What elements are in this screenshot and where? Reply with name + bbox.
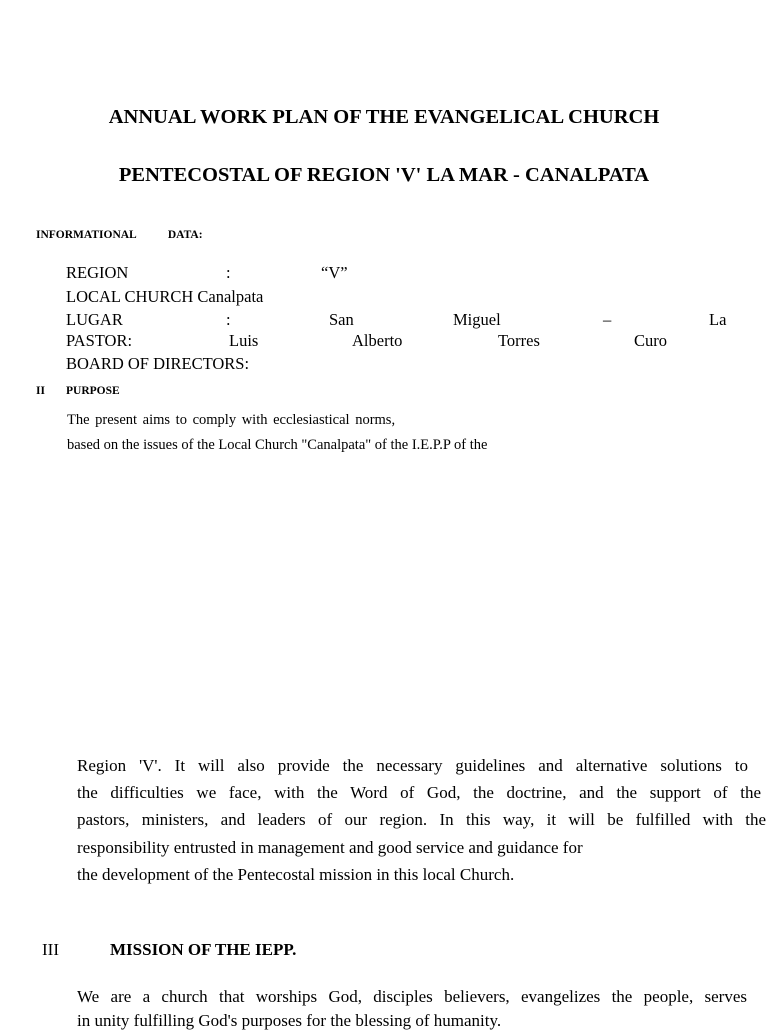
region-colon: :	[226, 263, 231, 282]
region-label: REGION	[66, 263, 129, 282]
mission-number: III	[42, 940, 59, 959]
continuation-line-2: the difficulties we face, with the Word of God, the doctrine, and the support of the	[77, 783, 761, 802]
lugar-word-la: La	[709, 310, 727, 329]
purpose-line-1: The present aims to comply with ecclesiastical norms,	[67, 412, 396, 428]
continuation-line-1: Region 'V'. It will also provide the necessary guidelines and alternative solutions to	[77, 756, 748, 775]
title-line-1: ANNUAL WORK PLAN OF THE EVANGELICAL CHURCH	[108, 106, 660, 128]
purpose-line-2: based on the issues of the Local Church "Canalpata" of the I.E.P.P of the	[67, 437, 488, 453]
lugar-colon: :	[226, 310, 231, 329]
informational-heading-word2: DATA:	[167, 229, 203, 241]
mission-line-1: We are a church that worships God, disciples believers, evangelizes the people, serves	[77, 987, 747, 1006]
board-of-directors: BOARD OF DIRECTORS:	[66, 354, 250, 373]
mission-line-2: in unity fulfilling God's purposes for the blessing of humanity.	[77, 1011, 502, 1030]
lugar-label: LUGAR	[66, 310, 123, 329]
continuation-line-5: the development of the Pentecostal mission in this local Church.	[77, 865, 515, 884]
purpose-heading: PURPOSE	[66, 385, 120, 397]
pastor-word-curo: Curo	[634, 331, 667, 350]
lugar-word-san: San	[329, 310, 354, 329]
informational-heading	[36, 229, 203, 241]
continuation-line-4: responsibility entrusted in management and good service and guidance for	[77, 838, 583, 857]
region-value: “V”	[321, 263, 348, 282]
lugar-word-miguel: Miguel	[453, 310, 501, 329]
continuation-line-3: pastors, ministers, and leaders of our region. In this way, it will be fulfilled with the	[77, 810, 766, 829]
lugar-dash: –	[603, 310, 612, 329]
title-line-2: PENTECOSTAL OF REGION 'V' LA MAR - CANALPATA	[118, 164, 650, 186]
pastor-word-torres: Torres	[498, 331, 540, 350]
mission-heading: MISSION OF THE IEPP.	[110, 940, 297, 959]
pastor-label: PASTOR:	[66, 331, 133, 350]
pastor-word-luis: Luis	[229, 331, 259, 350]
informational-heading-word1: INFORMATIONAL	[36, 229, 137, 241]
purpose-number: II	[36, 385, 45, 397]
pastor-word-alberto: Alberto	[352, 331, 403, 350]
local-church-line: LOCAL CHURCH Canalpata	[66, 287, 264, 306]
